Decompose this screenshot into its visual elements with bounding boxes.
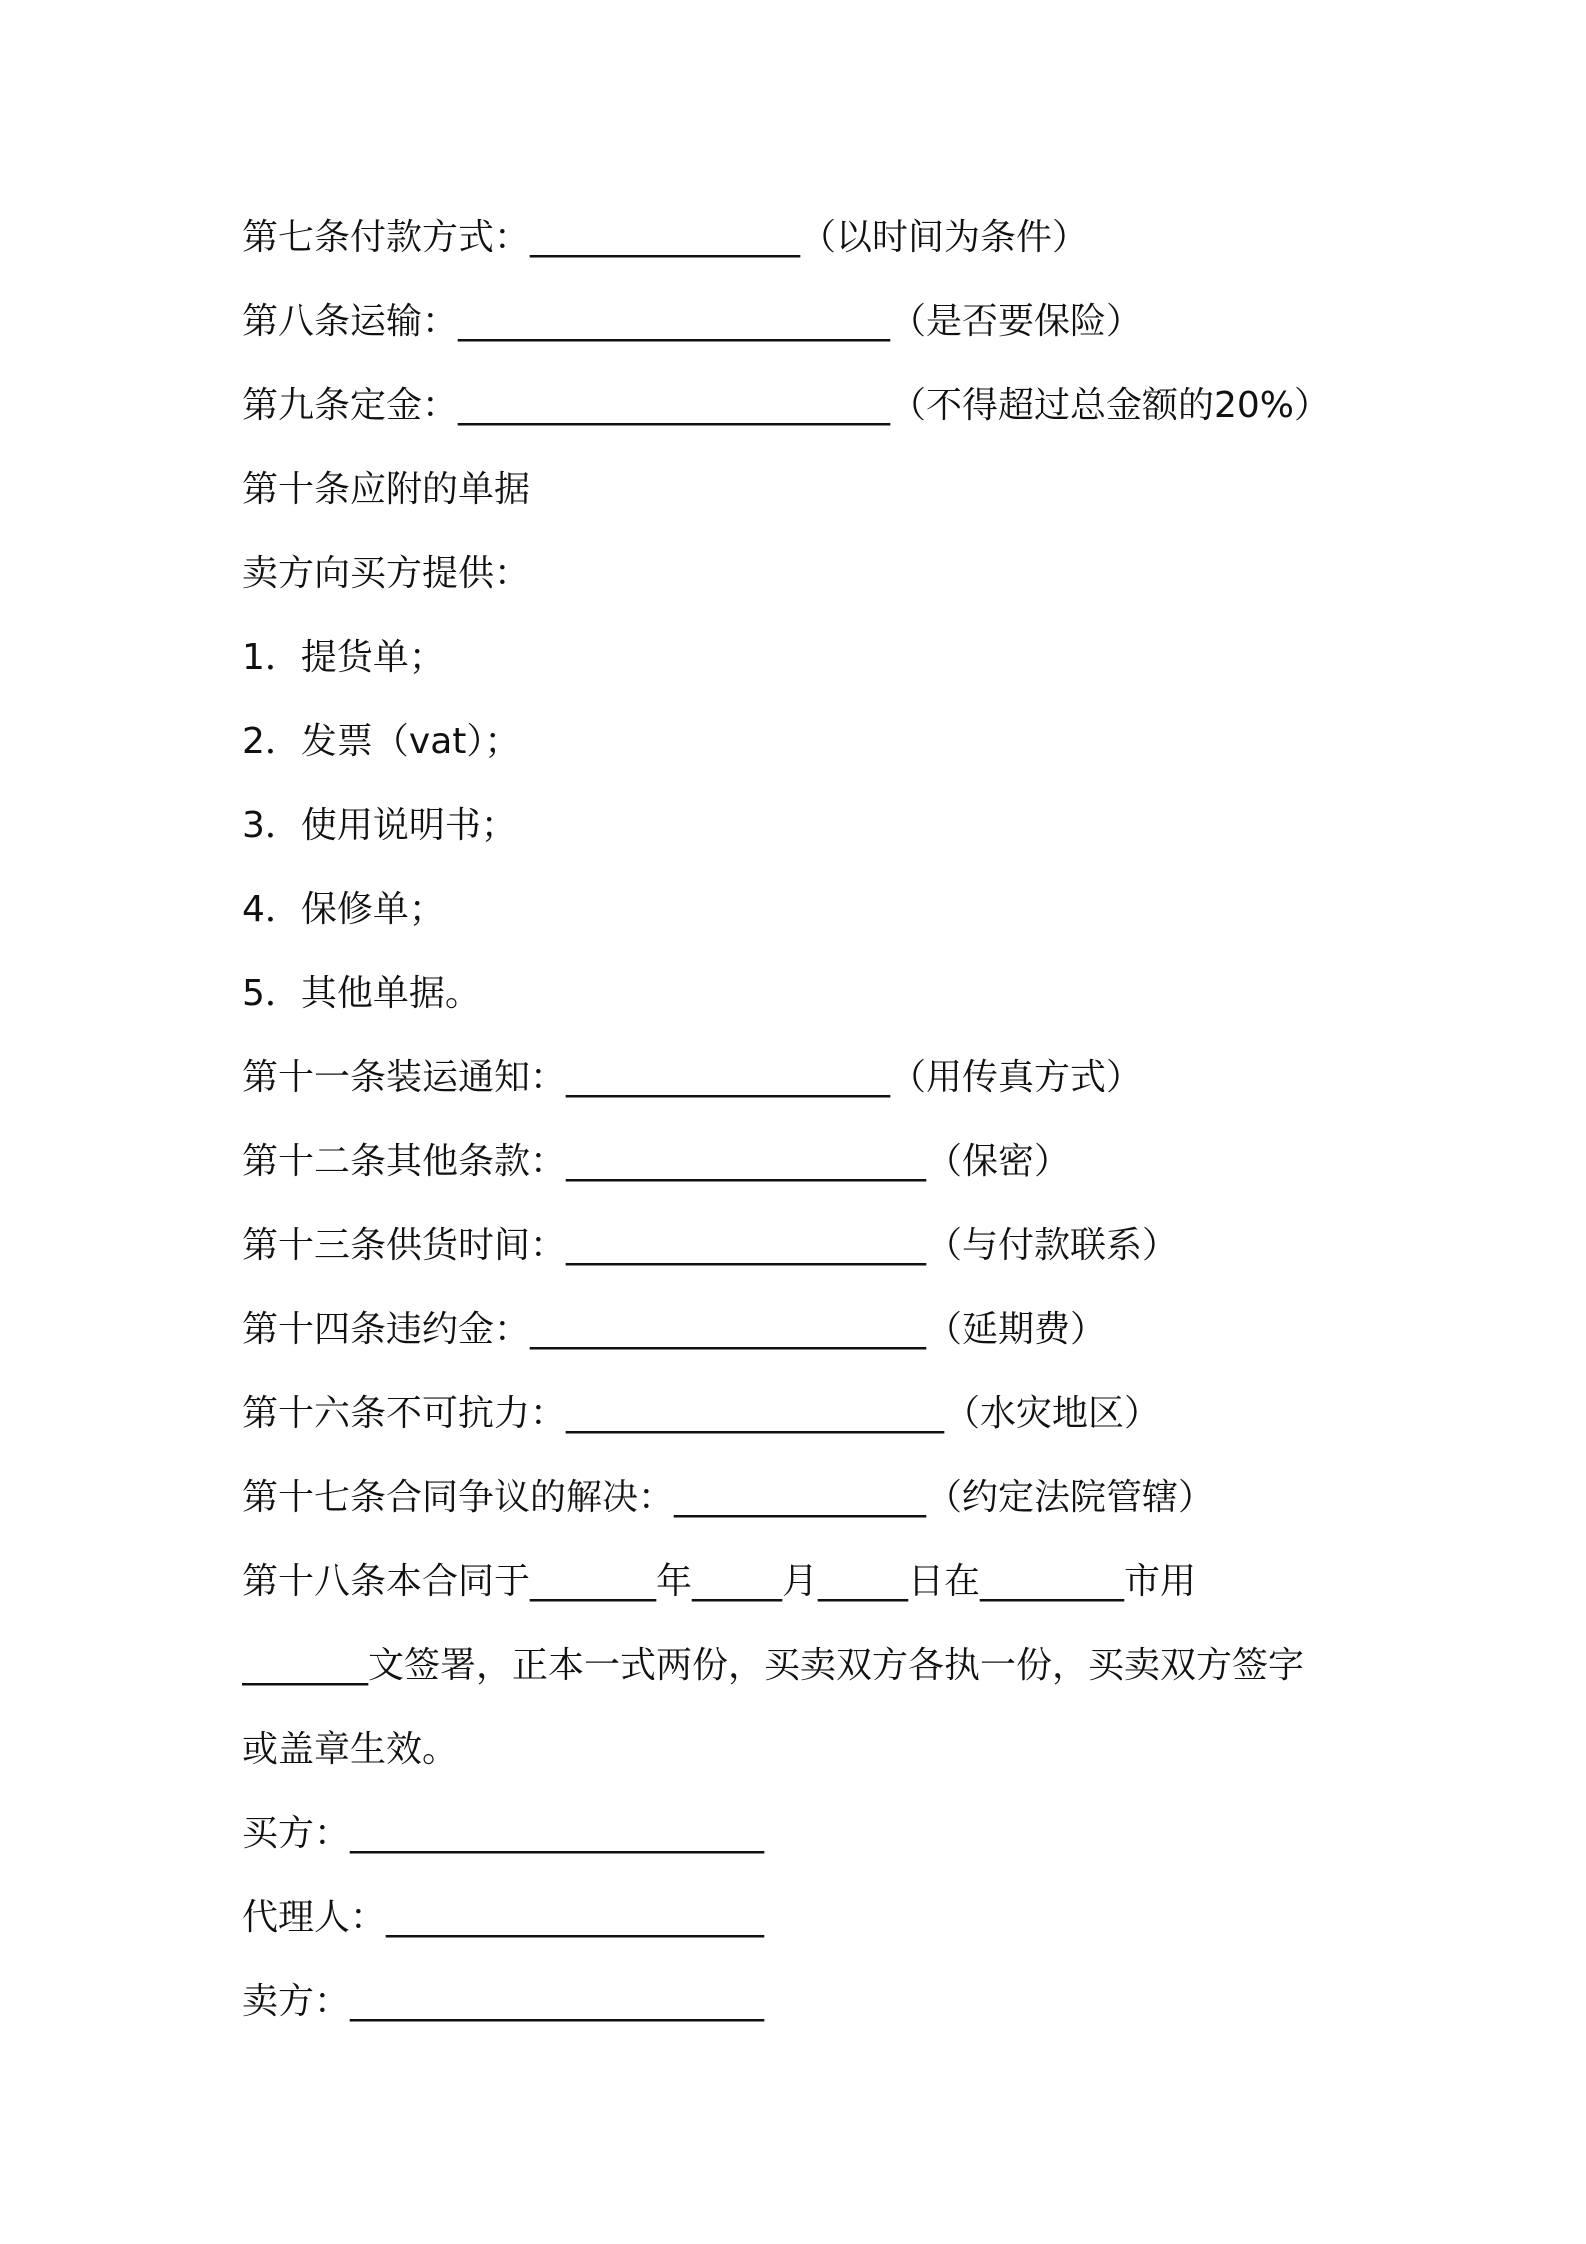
document-item-1: 1．提货单； [242,637,445,678]
clause-18-signing-line-1: 第十八条本合同于_______年_____月_____日在________市用 [242,1561,1197,1602]
agent-signature-line: 代理人：_____________________ [242,1897,765,1938]
clause-11-shipping-notice: 第十一条装运通知：__________________（用传真方式） [242,1057,1143,1098]
document-item-5: 5．其他单据。 [242,973,481,1014]
seller-provides-label: 卖方向买方提供： [242,553,531,594]
document-item-4: 4．保修单； [242,889,445,930]
clause-9-deposit: 第九条定金：________________________（不得超过总金额的20%） [242,385,1331,426]
document-item-2: 2．发票（vat）； [242,721,521,762]
clause-10-documents-heading: 第十条应附的单据 [242,469,531,510]
buyer-signature-line: 买方：_______________________ [242,1813,765,1854]
contract-body [242,196,1382,2044]
clause-16-force-majeure: 第十六条不可抗力：_____________________（水灾地区） [242,1393,1161,1434]
seller-signature-line: 卖方：_______________________ [242,1981,765,2022]
clause-18-signing-line-3: 或盖章生效。 [242,1729,459,1770]
clause-13-supply-time: 第十三条供货时间：____________________（与付款联系） [242,1225,1179,1266]
clause-8-transport: 第八条运输：________________________（是否要保险） [242,301,1143,342]
clause-17-dispute-resolution: 第十七条合同争议的解决：______________（约定法院管辖） [242,1477,1215,1518]
clause-12-other-terms: 第十二条其他条款：____________________（保密） [242,1141,1071,1182]
clause-14-penalty: 第十四条违约金：______________________（延期费） [242,1309,1107,1350]
clause-7-payment-method: 第七条付款方式：_______________（以时间为条件） [242,217,1089,258]
document-item-3: 3．使用说明书； [242,805,517,846]
clause-18-signing-line-2: _______文签署，正本一式两份，买卖双方各执一份，买卖双方签字 [242,1645,1305,1686]
